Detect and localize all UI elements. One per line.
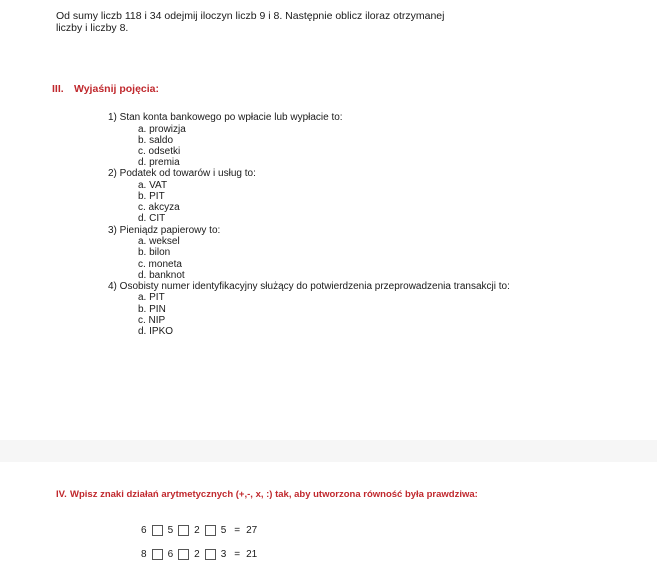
operand: 6 <box>167 549 174 560</box>
operand: 5 <box>220 525 227 536</box>
operator-blank-box[interactable] <box>205 549 216 560</box>
option-item: b. bilon <box>138 247 171 259</box>
question-text: 3) Pieniądz papierowy to: <box>108 224 221 236</box>
question-3 <box>108 225 628 281</box>
question-text: 2) Podatek od towarów i usług to: <box>108 168 256 180</box>
option-item: b. saldo <box>138 134 174 146</box>
operator-blank-box[interactable] <box>152 525 163 536</box>
option-item: d. CIT <box>138 213 166 225</box>
question-text: 4) Osobisty numer identyfikacyjny służący do potwierdzenia przeprowadzenia transakcji to: <box>108 280 510 292</box>
operator-blank-box[interactable] <box>178 525 189 536</box>
section-4-heading <box>56 489 478 500</box>
equals-sign: = <box>234 549 241 560</box>
equation-1 <box>141 524 257 537</box>
operand: 6 <box>141 525 147 536</box>
option-list <box>108 292 628 337</box>
option-item: a. weksel <box>138 236 180 248</box>
equation-result: 21 <box>246 549 258 560</box>
option-item: a. VAT <box>138 179 168 191</box>
section-3-title: Wyjaśnij pojęcia: <box>74 83 159 95</box>
operand: 5 <box>167 525 174 536</box>
question-4 <box>108 281 628 337</box>
section-3-heading <box>52 83 159 95</box>
equation-2 <box>141 548 257 561</box>
operand: 3 <box>220 549 227 560</box>
option-item: a. PIT <box>138 292 165 304</box>
option-item: a. prowizja <box>138 123 186 135</box>
intro-line-2: liczby i liczby 8. <box>56 22 129 34</box>
intro-task <box>56 10 601 34</box>
operand: 2 <box>194 525 200 536</box>
option-list <box>108 124 628 169</box>
question-1 <box>108 112 628 168</box>
option-list <box>108 180 628 225</box>
option-item: b. PIT <box>138 191 165 203</box>
option-item: c. akcyza <box>138 202 180 214</box>
question-2 <box>108 168 628 224</box>
option-item: c. NIP <box>138 314 166 326</box>
option-item: d. premia <box>138 157 180 169</box>
equation-result: 27 <box>246 525 258 536</box>
operator-blank-box[interactable] <box>152 549 163 560</box>
operand: 8 <box>141 549 147 560</box>
page-gap <box>0 440 657 462</box>
option-item: c. moneta <box>138 258 182 270</box>
worksheet-sheet-top <box>34 0 624 440</box>
question-list <box>108 112 628 337</box>
operator-blank-box[interactable] <box>178 549 189 560</box>
operand: 2 <box>194 549 200 560</box>
intro-line-1: Od sumy liczb 118 i 34 odejmij iloczyn liczb 9 i 8. Następnie oblicz iloraz otrzymanej <box>56 10 445 22</box>
option-item: c. odsetki <box>138 145 181 157</box>
section-3-number: III. <box>52 83 64 95</box>
option-list <box>108 236 628 281</box>
operator-blank-box[interactable] <box>205 525 216 536</box>
section-4-number: IV. <box>56 489 67 500</box>
option-item: d. banknot <box>138 269 185 281</box>
section-4-title: Wpisz znaki działań arytmetycznych (+,-, x, :) tak, aby utworzona równość była prawdziwa: <box>70 489 478 500</box>
question-text: 1) Stan konta bankowego po wpłacie lub wypłacie to: <box>108 112 343 123</box>
option-item: b. PIN <box>138 303 166 315</box>
worksheet-sheet-bottom <box>34 462 624 575</box>
equals-sign: = <box>234 525 241 536</box>
option-item: d. IPKO <box>138 326 174 338</box>
